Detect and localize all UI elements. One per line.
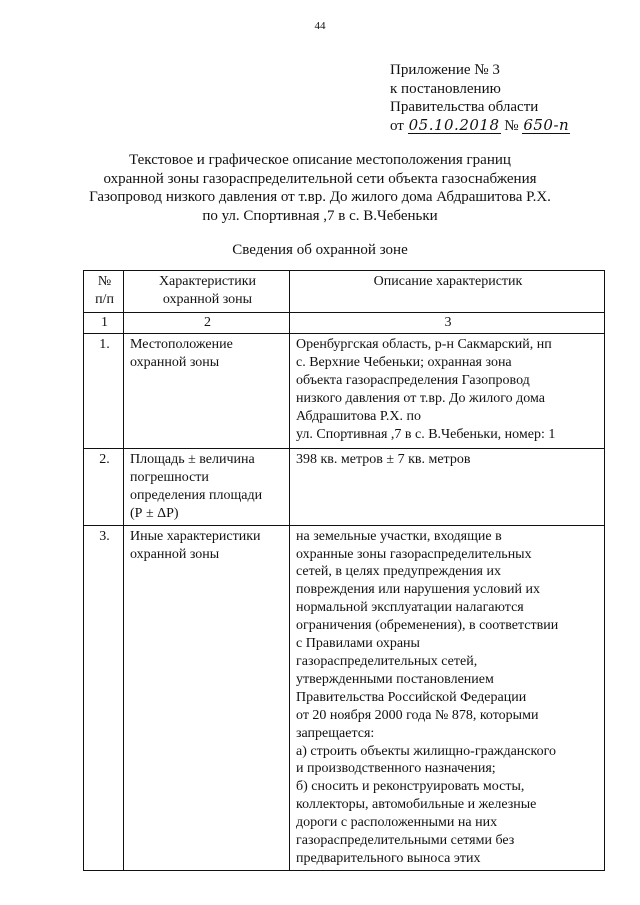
description-line: дороги с расположенными на них bbox=[296, 815, 498, 831]
appendix-line-3: Правительства области bbox=[390, 99, 539, 115]
header-description-cell bbox=[290, 271, 605, 313]
table-index-row bbox=[84, 313, 605, 334]
description-line: Абдрашитова Р.Х. по bbox=[296, 408, 421, 424]
document-title bbox=[40, 151, 600, 225]
description-line: низкого давления от т.вр. До жилого дома bbox=[296, 390, 545, 406]
page-number: 44 bbox=[314, 20, 326, 32]
description-line: утвержденными постановлением bbox=[296, 671, 494, 687]
header-number-cell bbox=[84, 271, 124, 313]
description-line: Правительства Российской Федерации bbox=[296, 689, 527, 705]
row-characteristic bbox=[124, 449, 290, 526]
table-row bbox=[84, 334, 605, 449]
table-row bbox=[84, 525, 605, 870]
title-line-3: Газопровод низкого давления от т.вр. До жилого дома Абдрашитова Р.Х. bbox=[89, 189, 551, 205]
handwritten-date: 05.10.2018 bbox=[408, 115, 500, 134]
description-line: а) строить объекты жилищно-гражданского bbox=[296, 743, 556, 759]
description-line: охранные зоны газораспределительных bbox=[296, 546, 532, 562]
appendix-date-line bbox=[390, 117, 570, 136]
characteristic-line: Иные характеристики bbox=[130, 528, 261, 544]
description-line: коллекторы, автомобильные и железные bbox=[296, 797, 537, 813]
row-number: 1. bbox=[84, 334, 124, 449]
header-description-text: Описание характеристик bbox=[373, 274, 523, 289]
description-line: с. Верхние Чебеньки; охранная зона bbox=[296, 354, 512, 370]
appendix-line-2: к постановлению bbox=[390, 80, 501, 97]
description-line: б) сносить и реконструировать мосты, bbox=[296, 779, 525, 795]
header-characteristic-cell bbox=[124, 271, 290, 313]
header-characteristic-line-1: Характеристики bbox=[158, 274, 257, 289]
header-characteristic-line-2: охранной зоны bbox=[162, 291, 253, 307]
row-characteristic bbox=[124, 525, 290, 870]
characteristic-line: определения площади bbox=[130, 487, 263, 503]
description-line: Оренбургская область, р-н Сакмарский, нп bbox=[296, 337, 552, 352]
row-characteristic bbox=[124, 334, 290, 449]
row-number: 2. bbox=[84, 449, 124, 526]
section-subtitle: Сведения об охранной зоне bbox=[232, 242, 408, 258]
description-line: ул. Спортивная ,7 в с. В.Чебеньки, номер: 1 bbox=[296, 426, 556, 442]
characteristic-line: охранной зоны bbox=[130, 546, 220, 562]
description-line: ограничения (обременения), в соответствии bbox=[296, 618, 559, 634]
row-description bbox=[290, 449, 605, 526]
description-line: на земельные участки, входящие в bbox=[296, 528, 502, 544]
characteristic-line: Площадь ± величина bbox=[130, 452, 255, 467]
appendix-block bbox=[390, 61, 570, 135]
title-line-1: Текстовое и графическое описание местоположения границ bbox=[129, 152, 511, 168]
characteristic-line: Местоположение bbox=[130, 337, 233, 352]
number-prefix: № bbox=[504, 117, 519, 134]
characteristic-line: охранной зоны bbox=[130, 354, 220, 370]
description-line: сетей, в целях предупреждения их bbox=[296, 564, 501, 580]
header-number-line-2: п/п bbox=[95, 291, 114, 307]
description-line: от 20 ноября 2000 года № 878, которыми bbox=[296, 707, 539, 723]
title-line-2: охранной зоны газораспределительной сети объекта газоснабжения bbox=[103, 170, 537, 187]
characteristic-line: (Р ± ΔР) bbox=[130, 505, 179, 521]
row-description bbox=[290, 525, 605, 870]
description-line: 398 кв. метров ± 7 кв. метров bbox=[296, 452, 471, 467]
description-line: предварительного выноса этих bbox=[296, 850, 481, 866]
date-prefix: от bbox=[390, 117, 404, 134]
description-line: газораспределительных сетей, bbox=[296, 653, 478, 669]
description-line: объекта газораспределения Газопровод bbox=[296, 372, 530, 388]
table-row bbox=[84, 449, 605, 526]
description-line: с Правилами охраны bbox=[296, 636, 420, 652]
handwritten-number: 650-п bbox=[523, 115, 570, 134]
index-cell-1: 1 bbox=[84, 313, 124, 334]
index-cell-3: 3 bbox=[290, 313, 605, 334]
header-number-line-1: № bbox=[97, 274, 112, 289]
title-line-4: по ул. Спортивная ,7 в с. В.Чебеньки bbox=[202, 207, 438, 224]
description-line: повреждения или нарушения условий их bbox=[296, 582, 540, 598]
description-line: газораспределительными сетями без bbox=[296, 833, 515, 849]
appendix-line-1: Приложение № 3 bbox=[390, 62, 500, 78]
protection-zone-table bbox=[83, 270, 605, 871]
characteristic-line: погрешности bbox=[130, 469, 209, 485]
index-cell-2: 2 bbox=[124, 313, 290, 334]
row-number: 3. bbox=[84, 525, 124, 870]
row-description bbox=[290, 334, 605, 449]
description-line: и производственного назначения; bbox=[296, 761, 496, 777]
description-line: запрещается: bbox=[296, 725, 375, 741]
table-header-row bbox=[84, 271, 605, 313]
description-line: нормальной эксплуатации налагаются bbox=[296, 600, 524, 616]
